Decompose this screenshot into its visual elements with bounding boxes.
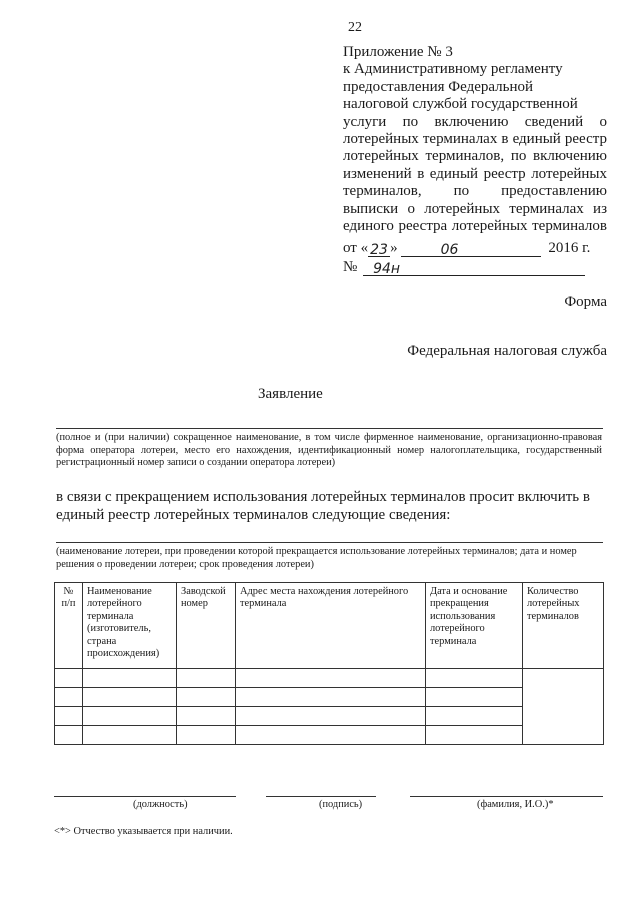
name-caption: (фамилия, И.О.)*: [477, 799, 554, 810]
table-cell[interactable]: [55, 707, 83, 726]
caption-line: форма оператора лотереи, место его нахождения, идентификационный номер налогоплательщика, государственный: [56, 444, 602, 456]
header-cell-date-reason: Дата и основание прекращения использования лотерейного терминала: [426, 583, 523, 669]
table-cell[interactable]: [236, 688, 426, 707]
appendix-line: лотерейных терминалах в единый реестр: [343, 131, 607, 148]
table-cell[interactable]: [236, 707, 426, 726]
header-cell-quantity: Количество лотерейных терминалов: [523, 583, 604, 669]
caption-line: (полное и (при наличии) сокращенное наименование, в том числе фирменное наименование, организационно-правовая: [56, 432, 602, 443]
appendix-line: выписки о лотерейных терминалах из: [343, 200, 607, 217]
table-row: [55, 688, 604, 707]
appendix-line: единого реестра лотерейных терминалов: [343, 218, 607, 235]
table-cell[interactable]: [83, 688, 177, 707]
quantity-cell[interactable]: [523, 669, 604, 745]
table-cell[interactable]: [83, 707, 177, 726]
regulation-date: [343, 240, 607, 257]
header-cell-number: № п/п: [55, 583, 83, 669]
appendix-line: лотерейных терминалов, по включению: [343, 148, 607, 165]
table-cell[interactable]: [83, 669, 177, 688]
table-cell[interactable]: [426, 707, 523, 726]
table-cell[interactable]: [426, 688, 523, 707]
name-field-line[interactable]: [410, 796, 603, 797]
header-cell-serial: Заводской номер: [177, 583, 236, 669]
table-cell[interactable]: [177, 726, 236, 745]
footnote: <*> Отчество указывается при наличии.: [54, 826, 233, 837]
signature-field-line[interactable]: [266, 796, 376, 797]
table-cell[interactable]: [236, 669, 426, 688]
table-row: [55, 726, 604, 745]
date-prefix: от «: [343, 240, 369, 256]
table-cell[interactable]: [55, 726, 83, 745]
table-cell[interactable]: [426, 669, 523, 688]
table-cell[interactable]: [236, 726, 426, 745]
table-cell[interactable]: [177, 688, 236, 707]
applicant-caption: [56, 432, 602, 470]
position-caption: (должность): [133, 799, 188, 810]
table-cell[interactable]: [55, 688, 83, 707]
appendix-line: услуги по включению сведений о: [343, 113, 607, 130]
table-cell[interactable]: [177, 669, 236, 688]
header-cell-address: Адрес места нахождения лотерейного терминала: [236, 583, 426, 669]
applicant-field-line[interactable]: [56, 428, 603, 429]
caption-line: регистрационный номер записи о создании оператора лотереи): [56, 457, 336, 468]
number-handwritten: 94н: [373, 261, 401, 277]
request-text: в связи с прекращением использования лотерейных терминалов просит включить в единый реестр лотерейных терминалов следующие сведения:: [56, 489, 590, 523]
form-label: Форма: [564, 294, 607, 310]
number-prefix: №: [343, 259, 358, 275]
regulation-number: [343, 259, 607, 276]
table-cell[interactable]: [177, 707, 236, 726]
table-row: [55, 707, 604, 726]
appendix-line: к Административному регламенту: [343, 61, 563, 78]
table-row: [55, 669, 604, 688]
terminals-table: [54, 582, 604, 745]
table-cell[interactable]: [55, 669, 83, 688]
table-header-row: [55, 583, 604, 669]
lottery-field-line[interactable]: [56, 542, 603, 543]
position-field-line[interactable]: [54, 796, 236, 797]
page-number: 22: [348, 20, 362, 35]
date-day-handwritten: 23: [370, 242, 388, 258]
authority-name: Федеральная налоговая служба: [407, 343, 607, 359]
lottery-caption: (наименование лотереи, при проведении которой прекращается использование лотерейных терминалов; дата и номер решения о проведении лотереи; срок проведения лотереи): [56, 546, 577, 570]
appendix-header: [343, 44, 607, 235]
date-mid: »: [390, 240, 398, 256]
date-month-handwritten: 06: [440, 242, 459, 258]
document-title: Заявление: [258, 386, 323, 402]
appendix-line: налоговой службой государственной: [343, 96, 578, 113]
header-cell-terminal-name: Наименование лотерейного терминала (изготовитель, страна происхождения): [83, 583, 177, 669]
table-cell[interactable]: [426, 726, 523, 745]
appendix-line: предоставления Федеральной: [343, 78, 534, 95]
appendix-line: терминалов, по предоставлению: [343, 183, 607, 200]
signature-caption: (подпись): [319, 799, 363, 810]
date-year: 2016 г.: [548, 240, 591, 256]
appendix-line: изменений в единый реестр лотерейных: [343, 165, 607, 182]
table-cell[interactable]: [83, 726, 177, 745]
appendix-line: Приложение № 3: [343, 44, 453, 60]
